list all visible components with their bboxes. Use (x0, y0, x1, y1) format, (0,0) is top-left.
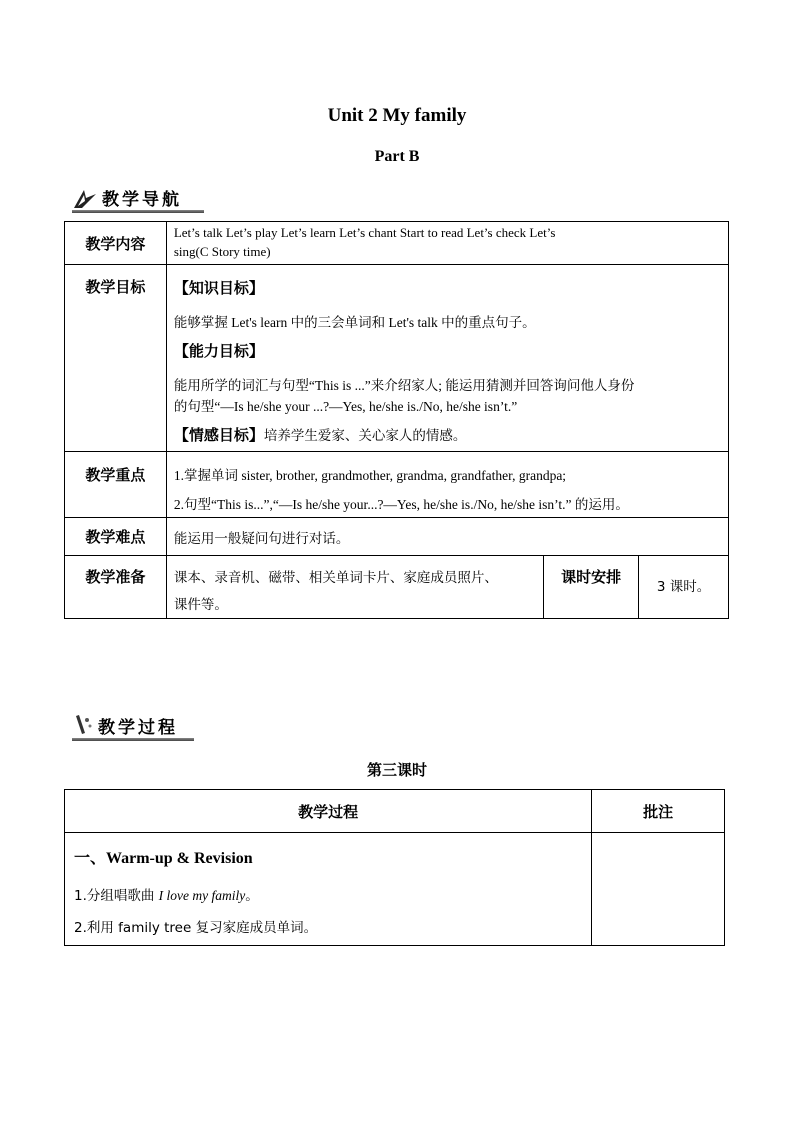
process-item-2: 2.利用 family tree 复习家庭成员单词。 (74, 920, 318, 936)
emotion-goal-heading: 【情感目标】 (173, 426, 264, 444)
prep-line-1: 课本、录音机、磁带、相关单词卡片、家庭成员照片、 (173, 570, 498, 586)
arrow-logo-icon (72, 186, 98, 210)
key-label-cell (65, 452, 167, 518)
process-item-1 (74, 884, 259, 904)
goal-label: 教学目标 (85, 278, 146, 296)
section-banner-process (72, 712, 194, 738)
key-point-1: 1.掌握单词 sister, brother, grandmother, grandma, grandfather, grandpa; (173, 468, 567, 483)
emotion-goal-row (174, 424, 467, 445)
notes-content-cell (592, 833, 725, 946)
prep-line-2: 课件等。 (173, 597, 228, 613)
difficulty-label-cell (65, 518, 167, 556)
banner-title: 教学导航 (102, 190, 182, 210)
content-label: 教学内容 (85, 234, 146, 253)
prep-label-cell (65, 556, 167, 619)
difficulty-label: 教学难点 (85, 528, 146, 546)
item-1-suffix: 。 (245, 888, 259, 904)
process-content-cell (65, 833, 592, 946)
knowledge-goal-text: 能够掌握 Let's learn 中的三会单词和 Let's talk 中的重点句子。 (173, 315, 536, 330)
item-1-prefix: 1.分组唱歌曲 (74, 888, 159, 904)
page-subtitle: Part B (374, 148, 420, 165)
process-header-cell (65, 790, 592, 833)
banner-title: 教学过程 (98, 718, 178, 738)
key-label: 教学重点 (85, 466, 146, 484)
teaching-process-table (64, 789, 725, 946)
ability-goal-line-1: 能用所学的词汇与句型“This is ...”来介绍家人; 能运用猜测并回答询问他人身份 (173, 378, 635, 393)
schedule-value-cell (639, 556, 729, 619)
ability-goal-line-2: 的句型“—Is he/she your ...?—Yes, he/she is./No, he/she isn’t.” (173, 399, 518, 414)
schedule-label: 课时安排 (561, 568, 622, 586)
content-label-cell (65, 222, 167, 265)
notes-column-header: 批注 (643, 802, 674, 821)
prep-label: 教学准备 (85, 568, 146, 586)
process-column-header: 教学过程 (298, 802, 359, 821)
schedule-value: 3 课时。 (656, 579, 711, 595)
difficulty-cell (166, 518, 728, 556)
goal-cell (166, 265, 728, 452)
ability-goal-heading: 【能力目标】 (173, 342, 264, 360)
notes-header-cell (592, 790, 725, 833)
difficulty-text: 能运用一般疑问句进行对话。 (173, 530, 350, 547)
prep-cell (166, 556, 543, 619)
key-point-2: 2.句型“This is...”,“—Is he/she your...?—Yes, he/she is./No, he/she isn’t.” 的运用。 (173, 497, 629, 512)
banner-underline (72, 738, 194, 741)
pencil-logo-icon (72, 714, 94, 738)
banner-underline (72, 210, 204, 213)
key-cell (166, 452, 728, 518)
content-cell (166, 222, 728, 265)
goal-label-cell (65, 265, 167, 452)
lesson-title: 第三课时 (366, 761, 427, 779)
schedule-label-cell (544, 556, 639, 619)
lesson-navigation-table (64, 221, 729, 619)
content-line-2: sing(C Story time) (173, 244, 271, 259)
page-title: Unit 2 My family (327, 105, 467, 126)
knowledge-goal-heading: 【知识目标】 (173, 279, 264, 297)
section-banner-navigation (72, 184, 204, 210)
emotion-goal-text: 培养学生爱家、关心家人的情感。 (263, 428, 467, 444)
song-title: I love my family (158, 888, 246, 903)
warm-up-heading: 一、Warm-up & Revision (74, 850, 253, 867)
content-line-1: Let’s talk Let’s play Let’s learn Let’s chant Start to read Let’s check Let’s (173, 225, 556, 240)
